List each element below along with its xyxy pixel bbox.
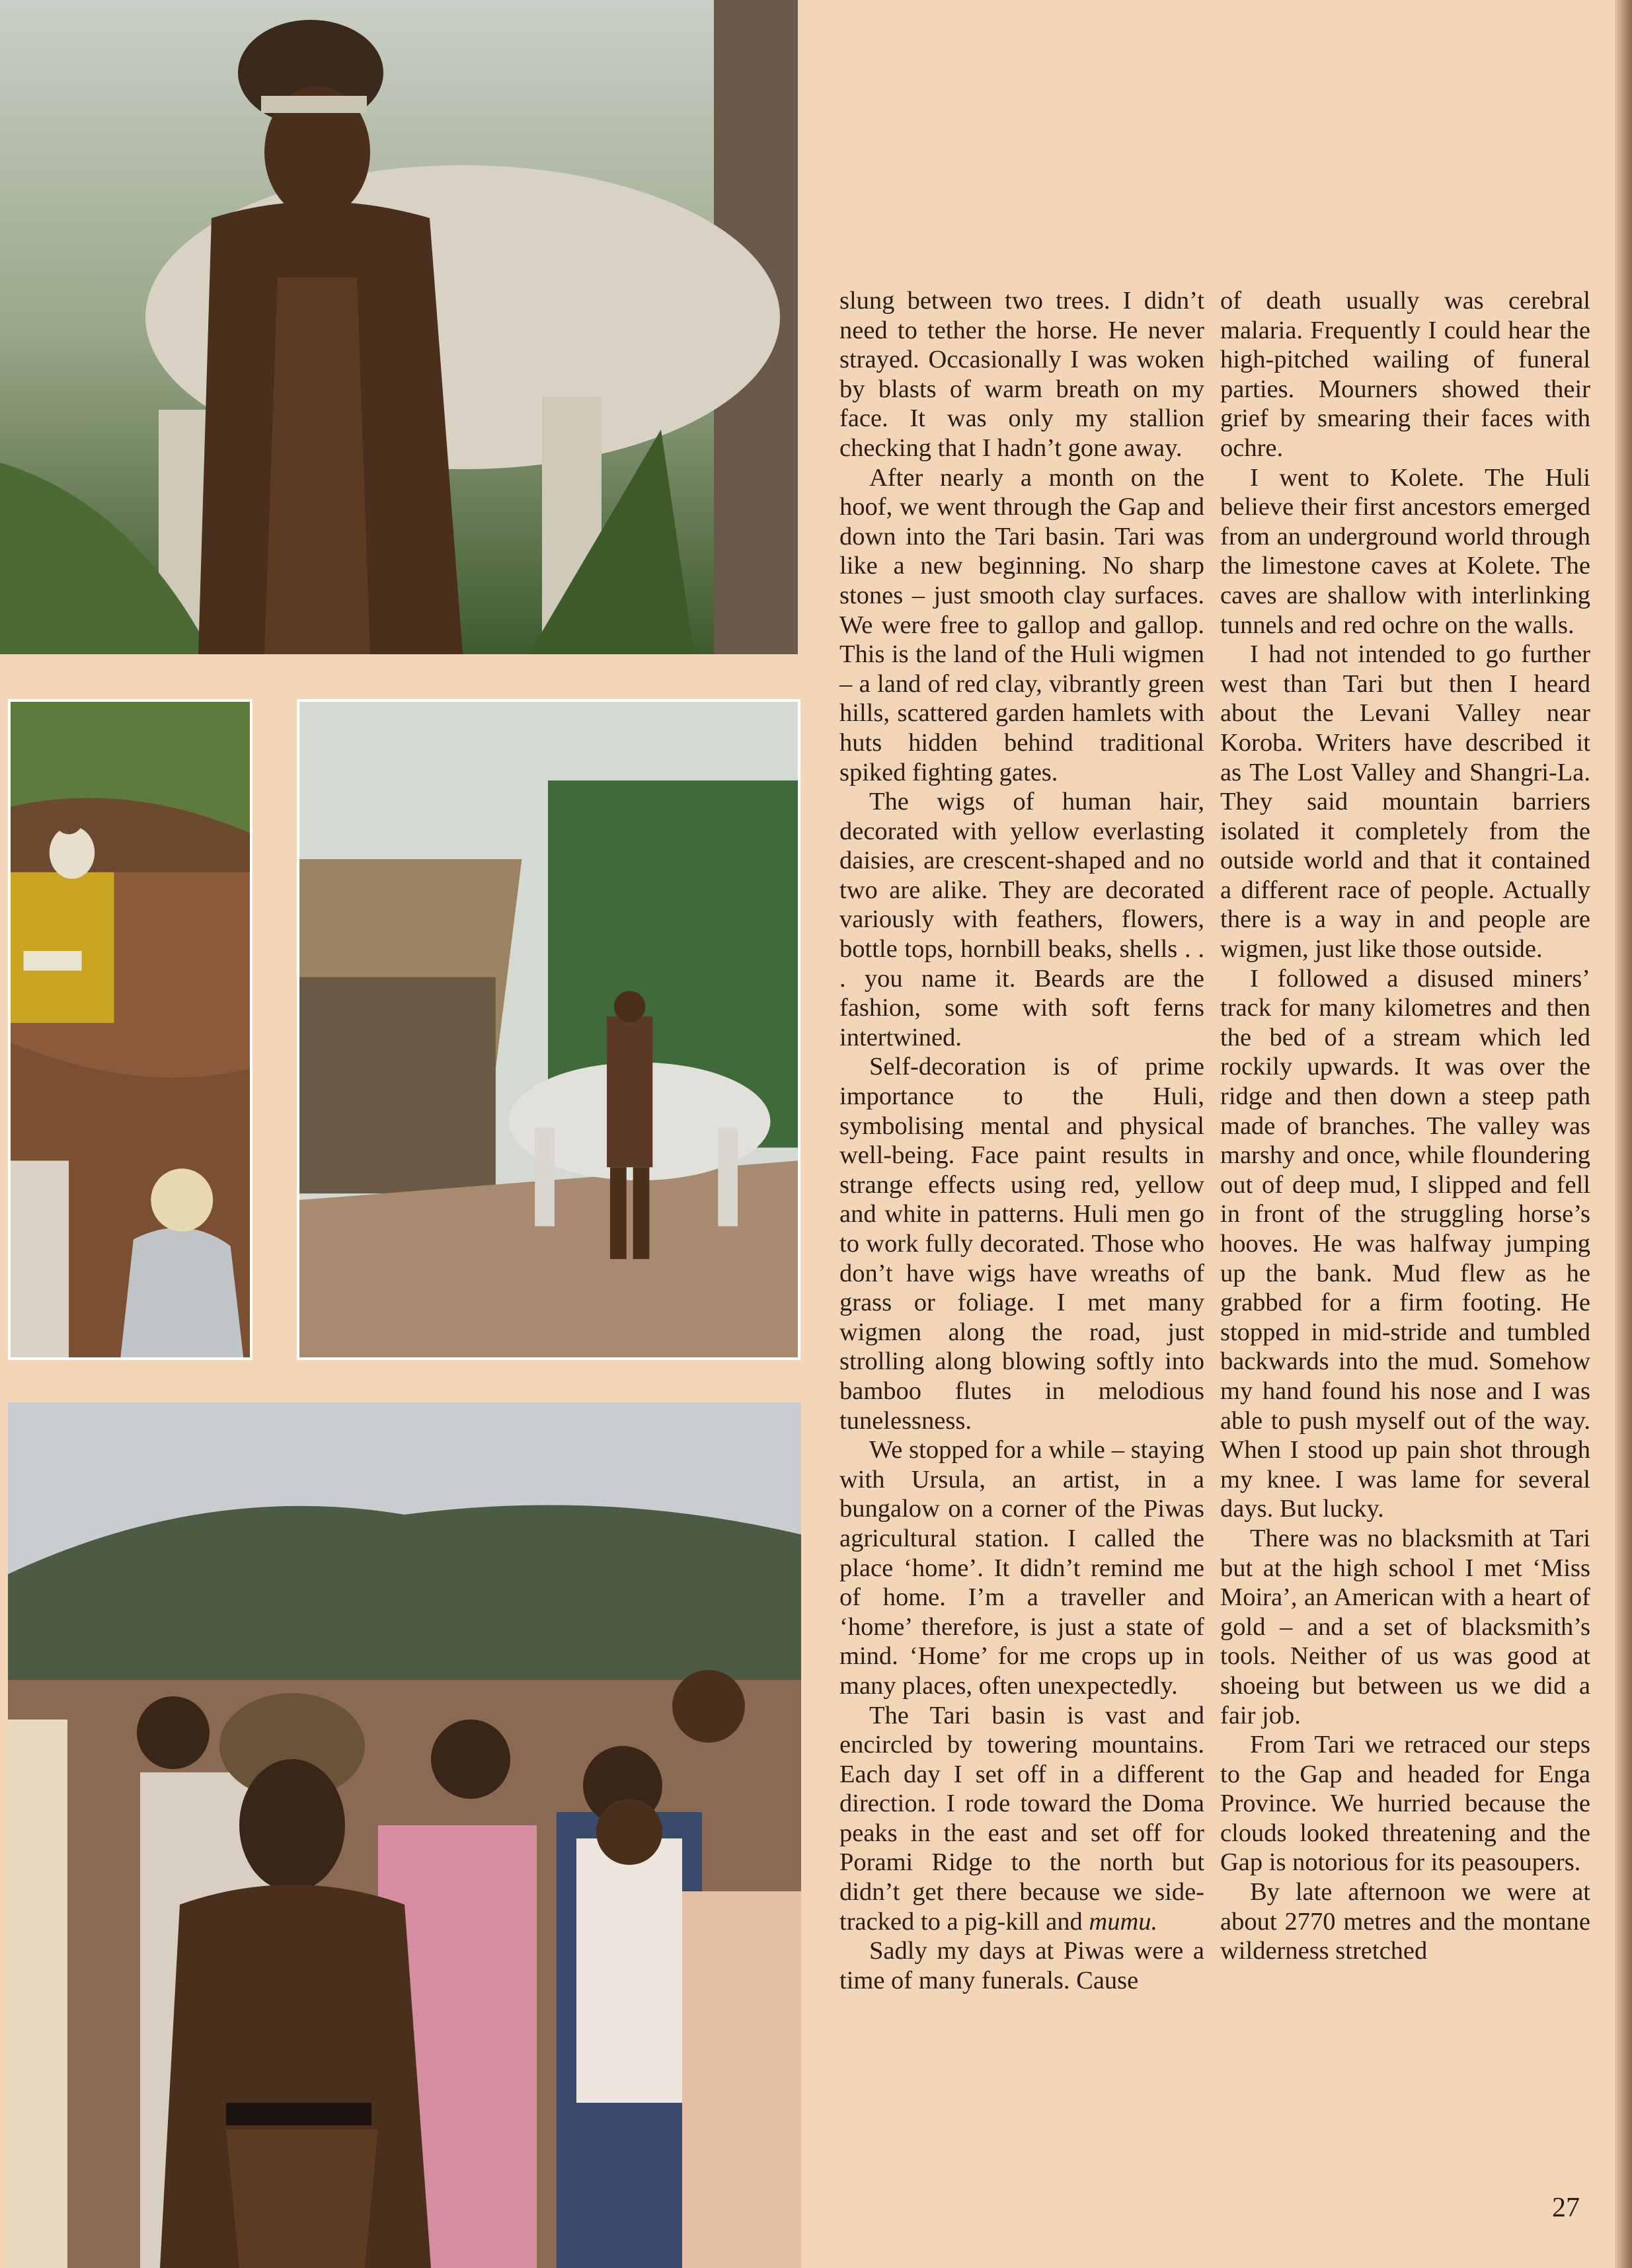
paragraph: slung between two trees. I didn’t need to tether the horse. He never strayed. Occasionally I was woken by blasts of warm breath on my face. It was only my stallion checking that I hadn’t gone away.	[839, 287, 1204, 462]
paragraph: After nearly a month on the hoof, we went through the Gap and down into the Tari basin. Tari was like a new beginning. No sharp stones – just smooth clay surfaces. We were free to gallop and gallop. This is the land of the Huli wigmen – a land of red clay, vibrantly green hills, scattered garden hamlets with huts hidden behind traditional spiked fighting gates.	[839, 463, 1204, 786]
paragraph	[839, 1701, 1204, 1937]
paragraph: We stopped for a while – staying with Ursula, an artist, in a bungalow on a corner of the Piwas agricultural station. I called the place ‘home’. It didn’t remind me of home. I’m a traveller and ‘home’ therefore, is just a state of mind. ‘Home’ for me crops up in many places, often unexpectedly.	[839, 1436, 1204, 1700]
photo-icon	[0, 0, 798, 654]
photo-tractor-track	[8, 699, 253, 1360]
paragraph: of death usually was cerebral malaria. Frequently I could hear the high-pitched wailing of funeral parties. Mourners showed their grief by smearing their faces with ochre.	[1220, 287, 1590, 462]
paragraph: Self-decoration is of prime importance to the Huli, symbolising mental and physical well-being. Face paint results in strange effects using red, yellow and white in patterns. Huli men go to work fully decorated. Those who don’t have wigs have wreaths of grass or foliage. I met many wigmen along the road, just strolling along blowing softly into bamboo flutes in melodious tunelessness.	[839, 1053, 1204, 1435]
paragraph-text: The Tari basin is vast and encircled by towering mountains. Each day I set off in a different direction. I rode toward the Doma peaks in the east and set off for Porami Ridge to the north but didn’t get there because we side-tracked to a pig-kill and	[839, 1701, 1204, 1936]
paragraph: I had not intended to go further west than Tari but then I heard about the Levani Valley near Koroba. Writers have described it as The Lost Valley and Shangri-La. They said mountain barriers isolated it completely from the outside world and that it contained a different race of people. Actually there is a way in and people are wigmen, just like those outside.	[1220, 640, 1590, 964]
paragraph: Sadly my days at Piwas were a time of many funerals. Cause	[839, 1937, 1204, 1994]
text-column-left	[839, 286, 1204, 1995]
text-column-right	[1220, 286, 1590, 1966]
photo-crowd-of-wigmen	[8, 1402, 801, 2268]
paragraph: There was no blacksmith at Tari but at the high school I met ‘Miss Moira’, an American with a heart of gold – and a set of blacksmith’s tools. Neither of us was good at shoeing but between us we did a fair job.	[1220, 1524, 1590, 1729]
italic-word: mumu.	[1089, 1907, 1158, 1936]
paragraph: The wigs of human hair, decorated with yellow everlasting daisies, are crescent-shaped and no two are alike. They are decorated variously with feathers, flowers, bottle tops, hornbill beaks, shells . . . you name it. Beards are the fashion, some with soft ferns intertwined.	[839, 788, 1204, 1051]
photo-man-with-horse	[0, 0, 798, 654]
photo-hut-and-horse	[297, 699, 800, 1360]
photo-icon	[8, 1402, 801, 2268]
page-number: 27	[1552, 2193, 1580, 2223]
photo-icon	[299, 702, 798, 1357]
paragraph: I went to Kolete. The Huli believe their first ancestors emerged from an underground world through the limestone caves at Kolete. The caves are shallow with interlinking tunnels and red ochre on the walls.	[1220, 463, 1590, 639]
paragraph: I followed a disused miners’ track for many kilometres and then the bed of a stream which led rockily upwards. It was over the ridge and then down a steep path made of branches. The valley was marshy and once, while floundering out of deep mud, I slipped and fell in front of the struggling horse’s hooves. He was halfway jumping up the bank. Mud flew as he grabbed for a firm footing. He stopped in mid-stride and tumbled backwards into the mud. Somehow my hand found his nose and I was able to push myself out of the way. When I stood up pain shot through my knee. I was lame for several days. But lucky.	[1220, 964, 1590, 1523]
photo-icon	[11, 702, 250, 1357]
paragraph: By late afternoon we were at about 2770 metres and the montane wilderness stretched	[1220, 1878, 1590, 1965]
page-binding-edge	[1615, 0, 1632, 2268]
paragraph: From Tari we retraced our steps to the Gap and headed for Enga Province. We hurried because the clouds looked threatening and the Gap is notorious for its peasoupers.	[1220, 1731, 1590, 1877]
